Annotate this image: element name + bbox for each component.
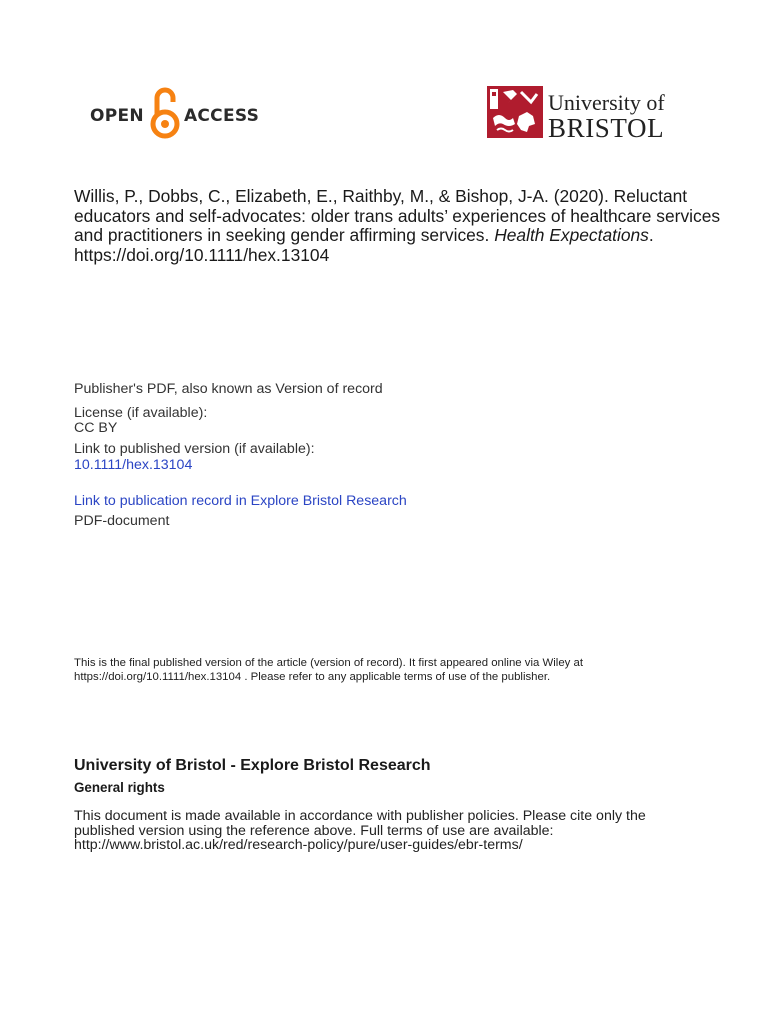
citation-journal: Health Expectations	[494, 225, 649, 245]
version-of-record-text: Publisher's PDF, also known as Version of record	[74, 381, 383, 397]
explore-bristol-research-heading: University of Bristol - Explore Bristol Research	[74, 757, 431, 774]
citation-block	[74, 187, 724, 265]
explore-bristol-research-link[interactable]: Link to publication record in Explore Bristol Research	[74, 493, 407, 509]
final-version-note-line2: https://doi.org/10.1111/hex.13104 . Please refer to any applicable terms of use of the publisher.	[74, 670, 551, 683]
general-rights-line2: published version using the reference above. Full terms of use are available:	[74, 822, 554, 839]
open-access-logo	[90, 84, 259, 147]
citation-doi-url: https://doi.org/10.1111/hex.13104	[74, 244, 330, 265]
citation-authors-year: Willis, P., Dobbs, C., Elizabeth, E., Raithby, M., & Bishop, J-A. (2020).	[74, 186, 609, 206]
open-access-lock-icon	[150, 84, 180, 147]
general-rights-heading: General rights	[74, 780, 165, 795]
bristol-crest-icon	[487, 86, 543, 138]
citation-title: Reluctant educators and self-advocates: older trans adults’ experiences of healthcare services and practitioners in seeking gender affirming services.	[74, 186, 721, 245]
final-version-note-line1: This is the final published version of the article (version of record). It first appeared online via Wiley at	[74, 657, 584, 669]
open-access-left-text: OPEN	[90, 105, 144, 126]
license-value: CC BY	[74, 420, 118, 436]
general-rights-line1: This document is made available in accordance with publisher policies. Please cite only the	[74, 808, 646, 824]
published-version-label: Link to published version (if available):	[74, 441, 315, 457]
university-wordmark-line1: University of	[548, 90, 665, 115]
university-wordmark-line2: BRISTOL	[548, 113, 665, 143]
published-version-link[interactable]: 10.1111/hex.13104	[74, 457, 193, 473]
general-rights-body	[74, 809, 724, 853]
document-format-text: PDF-document	[74, 513, 170, 529]
license-label: License (if available):	[74, 405, 208, 421]
open-access-right-text: ACCESS	[183, 105, 260, 126]
general-rights-terms-url: http://www.bristol.ac.uk/red/research-policy/pure/user-guides/ebr-terms/	[74, 837, 523, 853]
university-wordmark	[548, 86, 665, 142]
university-of-bristol-logo	[487, 86, 665, 142]
citation-period: .	[648, 225, 654, 245]
final-version-note	[74, 657, 704, 684]
